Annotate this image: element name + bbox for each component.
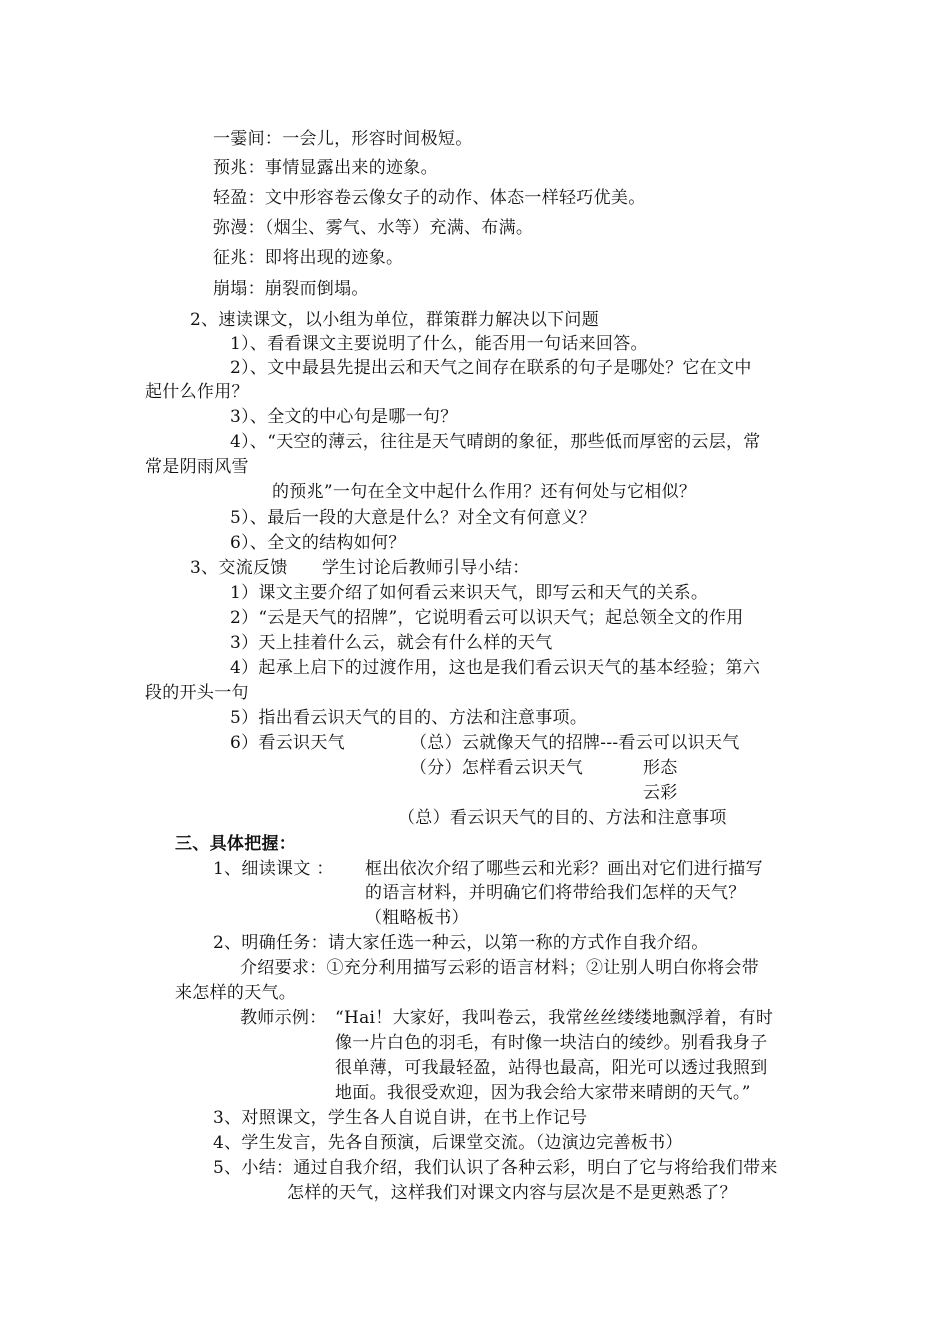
structure-total-2: （总）看云识天气的目的、方法和注意事项	[398, 808, 727, 828]
vocab-item: 一霎间：一会儿，形容时间极短。	[213, 129, 473, 149]
step3-heading-note: 学生讨论后教师引导小结：	[322, 558, 530, 578]
step3-answer: 5）指出看云识天气的目的、方法和注意事项。	[230, 708, 588, 728]
step3-answer: 1）课文主要介绍了如何看云来识天气，即写云和天气的关系。	[230, 583, 709, 603]
example-text: 像一片白色的羽毛，有时像一块洁白的绫纱。别看我身子	[335, 1033, 768, 1053]
section-title: 三、具体把握：	[175, 834, 297, 854]
vocab-item: 弥漫：（烟尘、雾气、水等）充满、布满。	[213, 218, 534, 238]
step2-question: 2）、文中最县先提出云和天气之间存在联系的句子是哪处？它在文中	[230, 358, 752, 378]
example-text: 地面。我很受欢迎，因为我会给大家带来晴朗的天气。”	[335, 1083, 751, 1103]
task-item: 3、对照课文，学生各人自说自讲，在书上作记号	[213, 1108, 588, 1128]
structure-part-sub: 云彩	[643, 783, 678, 803]
step2-question: 4）、“天空的薄云，往往是天气晴朗的象征，那些低而厚密的云层，常	[230, 432, 761, 452]
vocab-item: 征兆：即将出现的迹象。	[213, 248, 404, 268]
structure-total-1: （总）云就像天气的招牌---看云可以识天气	[410, 733, 740, 753]
task-item: 4、学生发言，先各自预演，后课堂交流。（边演边完善板书）	[213, 1133, 683, 1153]
task-text: 框出依次介绍了哪些云和光彩？画出对它们进行描写	[365, 859, 763, 879]
step2-question: 1）、看看课文主要说明了什么，能否用一句话来回答。	[230, 334, 648, 354]
step3-answer: 3）天上挂着什么云，就会有什么样的天气	[230, 633, 553, 653]
example-text: 很单薄，可我最轻盈，站得也最高，阳光可以透过我照到	[335, 1058, 768, 1078]
task-text: 的语言材料，并明确它们将带给我们怎样的天气？	[365, 883, 746, 903]
step3-answer: 2）“云是天气的招牌”，它说明看云可以识天气；起总领全文的作用	[230, 608, 744, 628]
step2-question: 5）、最后一段的大意是什么？对全文有何意义？	[230, 508, 596, 528]
task-text: （粗略板书）	[365, 908, 469, 928]
vocab-item: 预兆：事情显露出来的迹象。	[213, 158, 438, 178]
task-label: 1、细读课文 ：	[213, 859, 334, 879]
vocab-item: 崩塌：崩裂而倒塌。	[213, 279, 369, 299]
step3-answer-cont: 段的开头一句	[145, 683, 249, 703]
step3-answer: 4）起承上启下的过渡作用，这也是我们看云识天气的基本经验；第六	[230, 658, 761, 678]
step2-heading: 2、速读课文，以小组为单位，群策群力解决以下问题	[190, 310, 600, 330]
example-text: “Hai！大家好，我叫卷云，我常丝丝缕缕地飘浮着，有时	[335, 1008, 774, 1028]
vocab-item: 轻盈：文中形容卷云像女子的动作、体态一样轻巧优美。	[213, 188, 646, 208]
step3-heading: 3、交流反馈	[190, 558, 288, 578]
step2-question: 3）、全文的中心句是哪一句？	[230, 407, 458, 427]
example-label: 教师示例：	[240, 1008, 327, 1028]
task-requirement: 介绍要求：①充分利用描写云彩的语言材料；②让别人明白你将会带	[240, 958, 759, 978]
task-requirement-cont: 来怎样的天气。	[175, 983, 297, 1003]
task-item-cont: 怎样的天气，这样我们对课文内容与层次是不是更熟悉了？	[287, 1183, 737, 1203]
task-item: 2、明确任务：请大家任选一种云，以第一称的方式作自我介绍。	[213, 933, 709, 953]
task-item: 5、小结：通过自我介绍，我们认识了各种云彩，明白了它与将给我们带来	[213, 1158, 778, 1178]
step2-question: 6）、全文的结构如何？	[230, 533, 406, 553]
step2-question-cont: 常是阴雨风雪	[145, 457, 249, 477]
structure-part: （分）怎样看云识天气	[410, 758, 583, 778]
step2-question-cont: 起什么作用？	[145, 382, 249, 402]
structure-label: 6）看云识天气	[230, 733, 345, 753]
structure-part-sub: 形态	[643, 758, 678, 778]
step2-question-cont: 的预兆”一句在全文中起什么作用？还有何处与它相似？	[272, 482, 697, 502]
